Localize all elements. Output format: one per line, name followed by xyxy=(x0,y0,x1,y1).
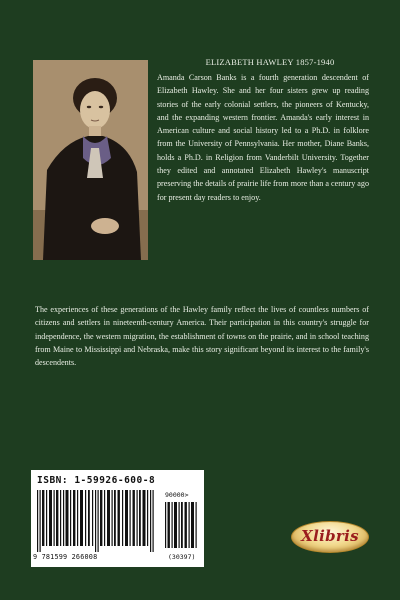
isbn-label: ISBN: 1-59926-600-8 xyxy=(37,475,156,486)
book-description: The experiences of these generations of the Hawley family reflect the lives of countless numbers of citizens and settlers in nineteenth-century America. Their participation in this country's struggle for independence, the western migration, the establishment of towns on the prairie, and in school teaching from Maine to Mississippi and Nebraska, make this story significant beyond its interest to the family's descendents. xyxy=(35,305,369,368)
barcode-digits: 9 781599 266008 xyxy=(33,553,98,561)
barcode-addon-text: 90000> xyxy=(165,491,189,499)
portrait-photo xyxy=(33,60,148,260)
isbn-barcode xyxy=(31,470,204,567)
book-title: ELIZABETH HAWLEY 1857-1940 xyxy=(205,57,335,67)
barcode-code: (30397) xyxy=(168,553,196,561)
publisher-logo xyxy=(291,521,369,553)
addon-barcode-bars xyxy=(165,502,199,548)
author-bio: Amanda Carson Banks is a fourth generation descendent of Elizabeth Hawley. She and her four sisters grew up reading stories of the early colonial settlers, the pioneers of Kentucky, and the expanding western frontier. Amanda's early interest in American culture and social history led to a Ph.D. in folklore from the University of Pennsylvania. Her mother, Diane Banks, holds a Ph.D. in Religion from Vanderbilt University. Together they edited and annotated Elizabeth Hawley's manuscript preserving the details of prairie life from more than a century ago for present day readers to enjoy. xyxy=(157,73,369,202)
publisher-logo-text: Xlibris xyxy=(301,527,359,545)
barcode-bars xyxy=(37,490,162,552)
portrait-illustration xyxy=(33,60,148,260)
